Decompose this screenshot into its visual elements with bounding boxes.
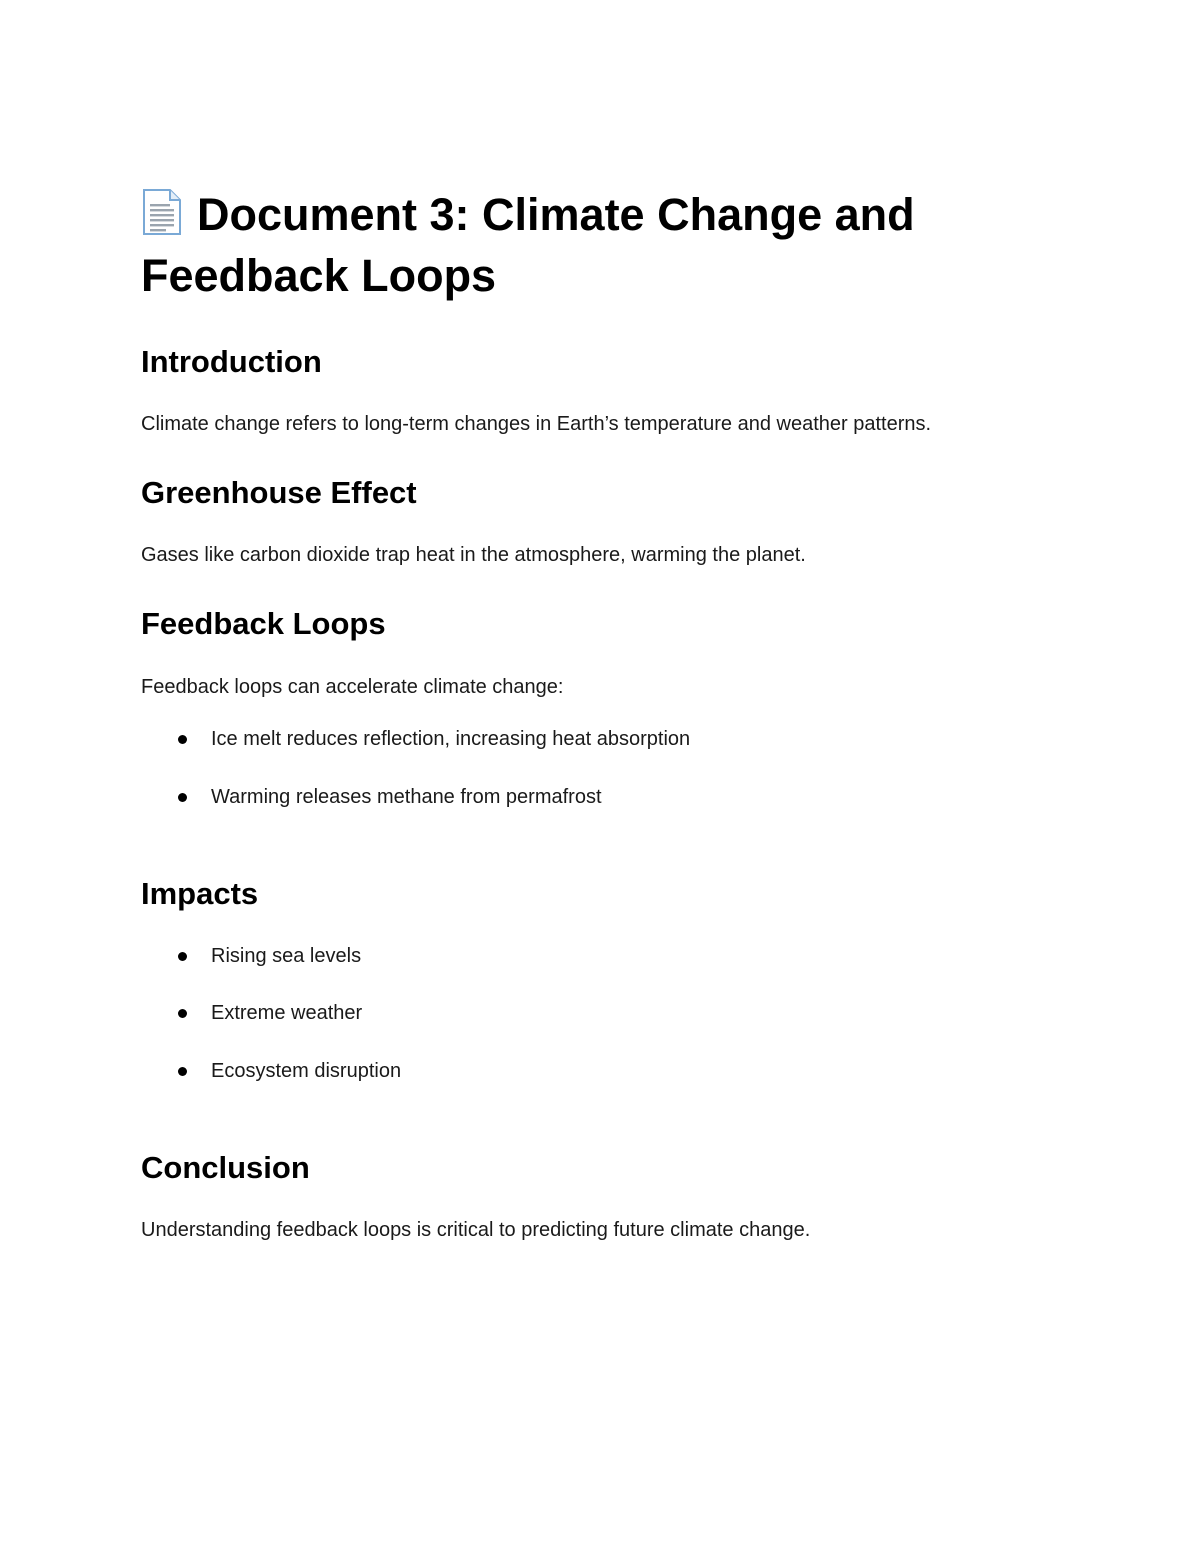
bullet-icon (178, 952, 187, 961)
list-item: Ecosystem disruption (141, 1059, 401, 1083)
impacts-list (141, 944, 401, 1083)
heading-feedback-loops: Feedback Loops (141, 606, 386, 641)
bullet-icon (178, 1067, 187, 1076)
document-title (141, 184, 1041, 306)
bullet-icon (178, 735, 187, 744)
document-title-text: Document 3: Climate Change and Feedback Loops (141, 189, 915, 301)
heading-impacts: Impacts (141, 876, 259, 911)
list-item: Extreme weather (141, 1001, 401, 1025)
list-item: Rising sea levels (141, 944, 401, 968)
heading-conclusion: Conclusion (141, 1150, 310, 1185)
page-facing-up-icon (141, 188, 183, 236)
heading-greenhouse-effect: Greenhouse Effect (141, 475, 417, 510)
bullet-icon (178, 793, 187, 802)
list-item: Ice melt reduces reflection, increasing heat absorption (141, 727, 690, 751)
feedback-loops-list (141, 727, 690, 809)
list-item: Warming releases methane from permafrost (141, 785, 690, 809)
bullet-icon (178, 1009, 187, 1018)
greenhouse-effect-text: Gases like carbon dioxide trap heat in the atmosphere, warming the planet. (141, 544, 806, 566)
heading-introduction: Introduction (141, 344, 322, 379)
feedback-loops-text: Feedback loops can accelerate climate change: (141, 676, 564, 698)
conclusion-text: Understanding feedback loops is critical to predicting future climate change. (141, 1219, 811, 1241)
introduction-text: Climate change refers to long-term changes in Earth’s temperature and weather patterns. (141, 413, 932, 435)
